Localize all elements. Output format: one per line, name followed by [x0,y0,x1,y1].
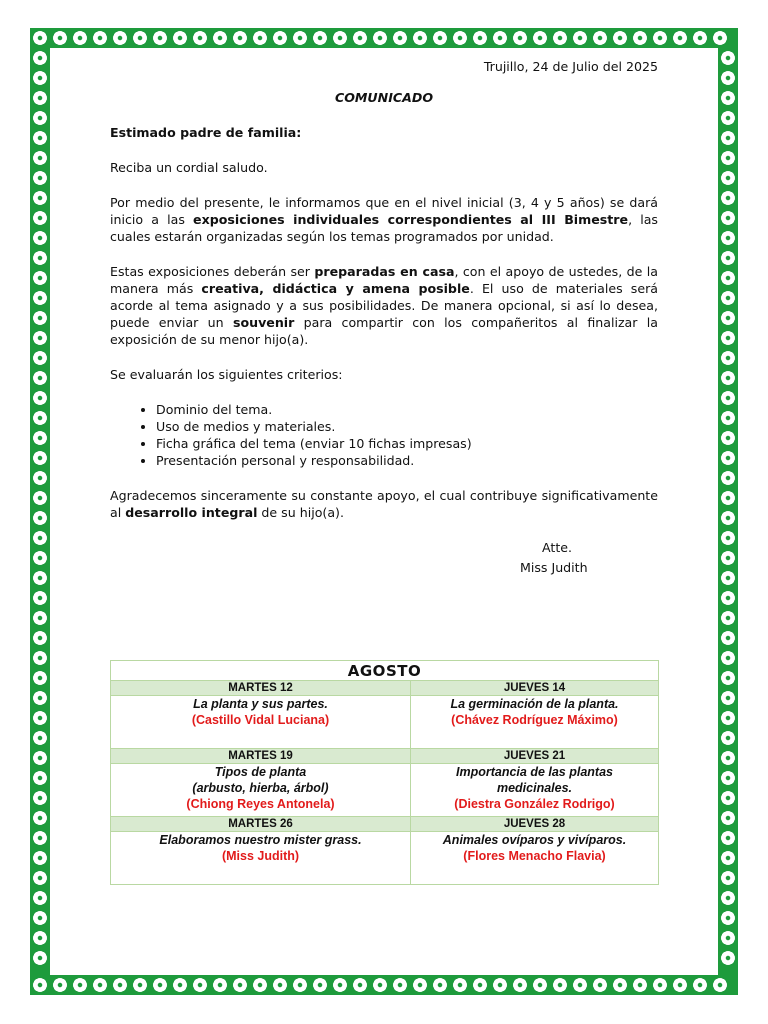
flower-ornament [133,978,147,992]
flower-ornament [153,978,167,992]
flower-ornament [573,978,587,992]
student-name: (Chávez Rodríguez Máximo) [451,713,618,727]
flower-ornament [33,311,47,325]
flower-ornament [553,31,567,45]
flower-ornament [553,978,567,992]
flower-ornament [721,151,735,165]
letter-body [110,58,658,576]
student-name: (Castillo Vidal Luciana) [191,713,330,727]
flower-ornament [33,511,47,525]
flower-ornament [721,611,735,625]
flower-ornament [633,31,647,45]
flower-ornament [721,451,735,465]
flower-ornament [33,951,47,965]
flower-ornament [33,691,47,705]
flower-ornament [533,978,547,992]
flower-ornament [473,978,487,992]
flower-ornament [721,711,735,725]
flower-ornament [721,271,735,285]
flower-ornament [493,978,507,992]
flower-ornament [33,811,47,825]
day-header: MARTES 19 [111,749,411,764]
flower-ornament [721,391,735,405]
topic-line: Elaboramos nuestro mister grass. [159,833,362,847]
flower-ornament [721,191,735,205]
letter-title: COMUNICADO [334,90,434,105]
flower-ornament [33,291,47,305]
flower-ornament [353,31,367,45]
flower-ornament [33,911,47,925]
flower-ornament [313,978,327,992]
flower-ornament [33,851,47,865]
flower-ornament [721,491,735,505]
flower-ornament [433,31,447,45]
schedule-cell [411,832,659,885]
flower-ornament [93,31,107,45]
criteria-item: • Uso de medios y materiales. [156,418,658,435]
flower-ornament [721,511,735,525]
flower-ornament [33,451,47,465]
flower-ornament [33,231,47,245]
flower-ornament [33,131,47,145]
flower-ornament [493,31,507,45]
closing-text: Atte. [542,540,573,555]
flower-ornament [33,978,47,992]
student-name: (Miss Judith) [221,849,300,863]
paragraph-thanks: Agradecemos sinceramente su constante apoyo, el cual contribuye significativamente al desarrollo integral de su hijo(a). [110,488,658,520]
flower-ornament [721,531,735,545]
schedule-cell [111,764,411,817]
flower-ornament [273,978,287,992]
flower-ornament [721,131,735,145]
flower-ornament [653,31,667,45]
flower-ornament [721,171,735,185]
flower-ornament [713,978,727,992]
flower-ornament [721,291,735,305]
flower-ornament [413,31,427,45]
flower-ornament [413,978,427,992]
flower-ornament [33,831,47,845]
flower-ornament [593,978,607,992]
flower-ornament [333,31,347,45]
flower-ornament [473,31,487,45]
flower-ornament [721,211,735,225]
letter-date: Trujillo, 24 de Julio del 2025 [483,59,658,74]
flower-ornament [33,791,47,805]
flower-ornament [513,31,527,45]
flower-ornament [693,978,707,992]
criteria-intro: Se evaluarán los siguientes criterios: [110,367,343,382]
flower-ornament [33,931,47,945]
flower-ornament [93,978,107,992]
student-name: (Diestra González Rodrigo) [454,797,615,811]
flower-ornament [721,631,735,645]
flower-ornament [193,978,207,992]
flower-ornament [721,251,735,265]
student-name: (Flores Menacho Flavia) [463,849,606,863]
flower-ornament [33,871,47,885]
flower-ornament [33,251,47,265]
flower-ornament [673,978,687,992]
flower-ornament [33,491,47,505]
flower-ornament [33,51,47,65]
letter-greeting: Estimado padre de familia: [110,125,302,140]
flower-ornament [721,231,735,245]
day-header: JUEVES 14 [411,681,659,696]
flower-ornament [721,911,735,925]
flower-ornament [133,31,147,45]
flower-ornament [233,31,247,45]
flower-ornament [333,978,347,992]
day-header: JUEVES 28 [411,817,659,832]
flower-ornament [33,391,47,405]
flower-ornament [453,31,467,45]
flower-ornament [153,31,167,45]
flower-ornament [373,31,387,45]
schedule-table [110,660,659,885]
flower-ornament [721,411,735,425]
flower-ornament [33,731,47,745]
flower-ornament [33,531,47,545]
flower-ornament [721,651,735,665]
flower-ornament [253,31,267,45]
flower-ornament [721,891,735,905]
flower-ornament [33,271,47,285]
schedule-cell [411,764,659,817]
flower-ornament [33,71,47,85]
paragraph-instructions: Estas exposiciones deberán ser preparadas en casa, con el apoyo de ustedes, de la manera más creativa, didáctica y amena posible. El uso de materiales será acorde al tema asignado y a sus posibilidades. De manera opcional, si así lo desea, puede enviar un souvenir para compartir con los compañeritos al finalizar la exposición de su menor hijo(a). [110,264,658,347]
topic-line: Tipos de planta [214,765,307,779]
flower-ornament [353,978,367,992]
signature-name: Miss Judith [520,560,588,575]
flower-ornament [721,371,735,385]
flower-ornament [33,431,47,445]
day-header: MARTES 26 [111,817,411,832]
flower-ornament [721,91,735,105]
flower-ornament [653,978,667,992]
flower-ornament [33,91,47,105]
flower-ornament [33,651,47,665]
flower-ornament [721,71,735,85]
flower-ornament [721,671,735,685]
flower-ornament [721,811,735,825]
flower-ornament [233,978,247,992]
flower-ornament [721,571,735,585]
schedule-cell [111,696,411,749]
month-header: AGOSTO [111,661,659,681]
flower-ornament [633,978,647,992]
flower-ornament [721,431,735,445]
criteria-list [110,401,658,469]
flower-ornament [33,571,47,585]
flower-ornament [721,311,735,325]
flower-ornament [721,51,735,65]
flower-ornament [33,711,47,725]
flower-ornament [533,31,547,45]
schedule-cell [111,832,411,885]
flower-ornament [33,211,47,225]
flower-ornament [693,31,707,45]
flower-ornament [193,31,207,45]
day-header: JUEVES 21 [411,749,659,764]
flower-ornament [721,331,735,345]
flower-ornament [113,31,127,45]
topic-line: (arbusto, hierba, árbol) [192,781,329,795]
flower-ornament [433,978,447,992]
flower-ornament [33,31,47,45]
flower-ornament [721,851,735,865]
flower-ornament [673,31,687,45]
day-header: MARTES 12 [111,681,411,696]
flower-ornament [513,978,527,992]
flower-ornament [213,31,227,45]
flower-ornament [53,978,67,992]
flower-ornament [721,871,735,885]
flower-ornament [33,171,47,185]
flower-ornament [721,831,735,845]
flower-ornament [33,551,47,565]
flower-ornament [393,31,407,45]
flower-ornament [273,31,287,45]
flower-ornament [721,351,735,365]
flower-ornament [721,751,735,765]
flower-ornament [721,771,735,785]
flower-ornament [33,371,47,385]
topic-line: medicinales. [496,781,573,795]
flower-ornament [213,978,227,992]
flower-ornament [33,631,47,645]
flower-ornament [453,978,467,992]
criteria-item: • Ficha gráfica del tema (enviar 10 fichas impresas) [156,435,658,452]
letter-salute: Reciba un cordial saludo. [110,160,268,175]
flower-ornament [393,978,407,992]
topic-line: Importancia de las plantas [456,765,613,779]
topic-line: Animales ovíparos y vivíparos. [442,833,627,847]
flower-ornament [173,31,187,45]
flower-ornament [33,411,47,425]
flower-ornament [33,331,47,345]
flower-ornament [721,111,735,125]
criteria-item: • Dominio del tema. [156,401,658,418]
flower-ornament [721,931,735,945]
flower-ornament [33,111,47,125]
flower-ornament [33,611,47,625]
flower-ornament [53,31,67,45]
schedule-cell [411,696,659,749]
student-name: (Chiong Reyes Antonela) [186,797,335,811]
flower-ornament [721,591,735,605]
flower-ornament [73,31,87,45]
flower-ornament [721,731,735,745]
flower-ornament [721,471,735,485]
flower-ornament [593,31,607,45]
paragraph-intro: Por medio del presente, le informamos que en el nivel inicial (3, 4 y 5 años) se dará inicio a las exposiciones individuales correspondientes al III Bimestre, las cuales estarán organizadas según los temas programados por unidad. [110,195,658,244]
topic-line: La planta y sus partes. [193,697,328,711]
flower-ornament [33,191,47,205]
flower-ornament [73,978,87,992]
flower-ornament [313,31,327,45]
flower-ornament [293,31,307,45]
flower-ornament [173,978,187,992]
flower-ornament [33,891,47,905]
flower-ornament [573,31,587,45]
flower-ornament [373,978,387,992]
flower-ornament [613,31,627,45]
flower-ornament [721,951,735,965]
flower-ornament [721,691,735,705]
flower-ornament [33,671,47,685]
flower-ornament [33,151,47,165]
flower-ornament [721,791,735,805]
flower-ornament [33,471,47,485]
flower-ornament [33,751,47,765]
criteria-item: • Presentación personal y responsabilidad. [156,452,658,469]
flower-ornament [33,591,47,605]
flower-ornament [253,978,267,992]
flower-ornament [713,31,727,45]
flower-ornament [613,978,627,992]
flower-ornament [293,978,307,992]
flower-ornament [33,771,47,785]
topic-line: La germinación de la planta. [450,697,619,711]
flower-ornament [113,978,127,992]
flower-ornament [721,551,735,565]
flower-ornament [33,351,47,365]
